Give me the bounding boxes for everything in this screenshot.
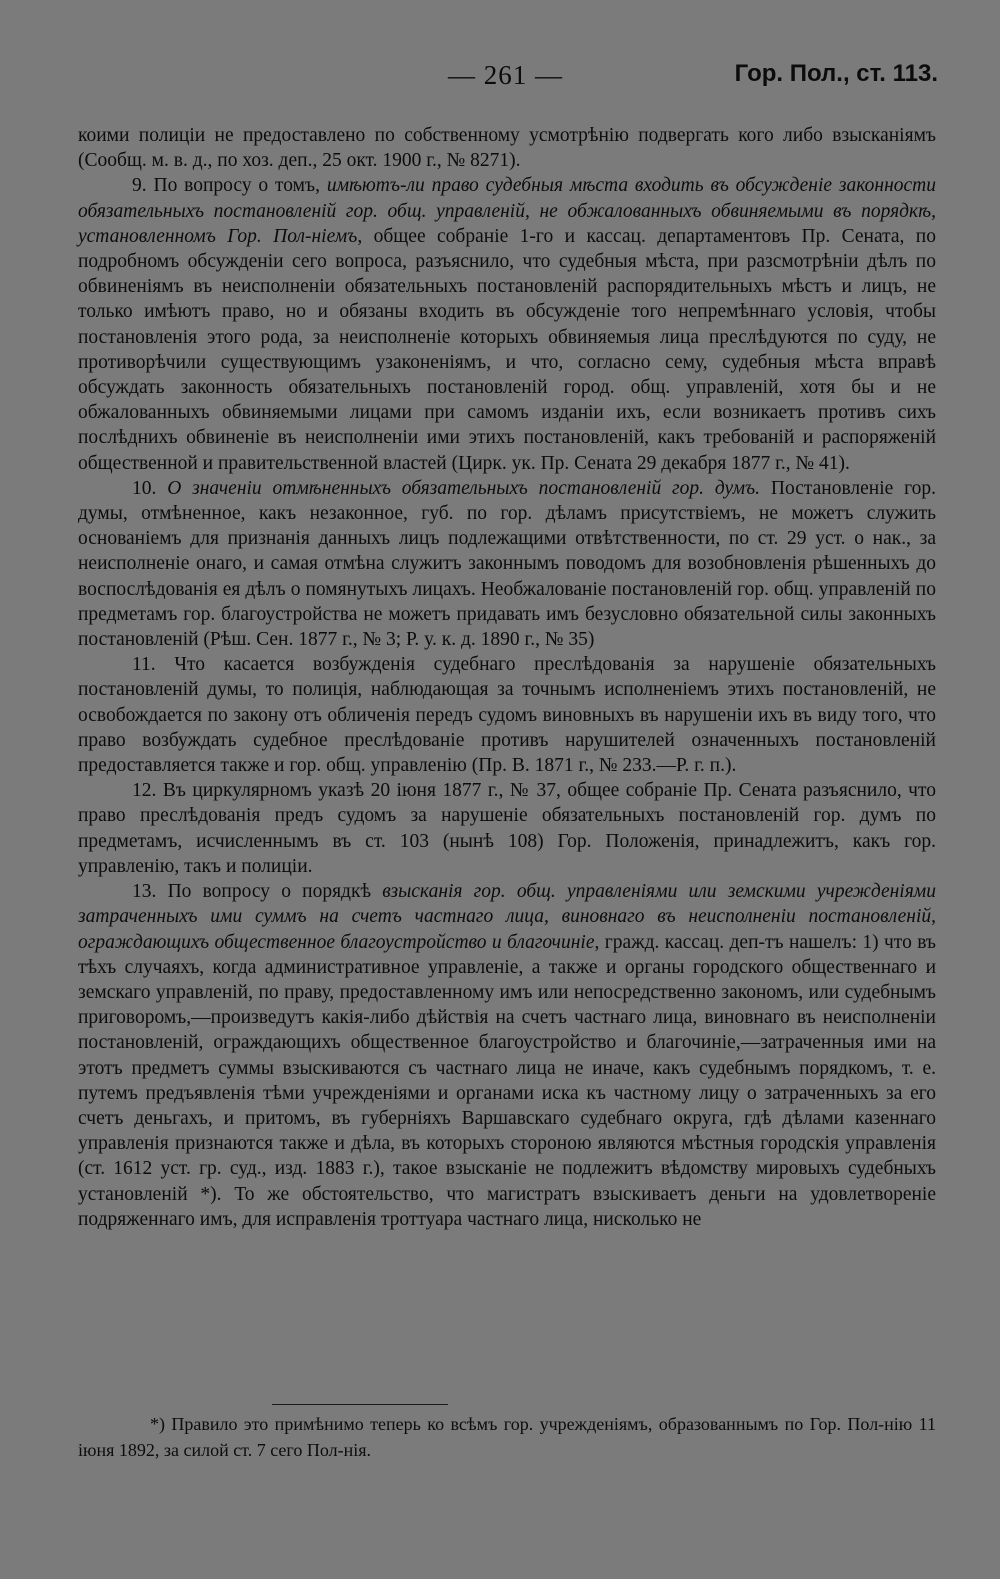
paragraph-13-italic: взысканія гор. общ. управленіями или земскими учрежденіями затраченныхъ ими суммъ на счетъ частнаго лица, виновнаго въ неисполненіи постановленій, ограждающихъ общественное благоустройство и благочиніе — [78, 881, 936, 953]
paragraph-10-text: Постановленіе гор. думы, отмѣненное, какъ незаконное, губ. по гор. дѣламъ присутствіемъ, не можетъ служить основаніемъ для признанія данныхъ лицъ подлежащими отвѣтственности, по ст. 29 уст. о нак., за неисполненіе онаго, и самая отмѣна служитъ законнымъ поводомъ для возобновленія рѣшенныхъ до воспослѣдованія ея дѣлъ о помянутыхъ лицахъ. Необжалованіе постановленій гор. общ. управленій по предметамъ гор. благоустройства не можетъ придавать имъ безусловно обязательной силы законныхъ постановленій (Рѣш. Сен. 1877 г., № 3; Р. у. к. д. 1890 г., № 35) — [78, 477, 937, 651]
running-head: Гор. Пол., ст. 113. — [734, 60, 938, 87]
paragraph-9-lead: 9. По вопросу о томъ, — [132, 175, 327, 197]
page-number: — 261 — — [448, 60, 563, 90]
paragraph-11: 11. Что касается возбужденія судебнаго преслѣдованія за нарушеніе обязательныхъ постановленій думы, то полиція, наблюдающая за точнымъ исполненіемъ этихъ постановленій, не освобождается по закону отъ обличенія передъ судомъ виновныхъ въ нарушеніи ихъ въ виду того, что право возбуждать судебное преслѣдованіе противъ нарушителей означенныхъ постановленій предоставляется также и гор. общ. управленію (Пр. В. 1871 г., № 233.—Р. г. п.). — [78, 654, 936, 777]
paragraph-13-text: , гражд. кассац. деп-тъ нашелъ: 1) что въ тѣхъ случаяхъ, когда административное управленіе, а также и органы городского общественнаго и земскаго управленій, по праву, предоставленному имъ или непосредственно закономъ, или судебнымъ приговоромъ,—произведутъ какія-либо дѣйствія на счетъ частнаго лица, виновнаго въ неисполненіи постановленій, ограждающихъ общественное благоустройство и благочиніе,—затраченныя ими на этотъ предметъ суммы взыскиваются съ частнаго лица не иначе, какъ судебнымъ порядкомъ, т. е. путемъ предъявленія тѣми учрежденіями и органами иска къ частному лицу о затраченныхъ за его счетъ деньгахъ, и притомъ, въ губерніяхъ Варшавскаго судебнаго округа, гдѣ дѣлами казеннаго управленія признаются также и дѣла, въ которыхъ стороною являются мѣстныя городскія управленія (ст. 1612 уст. гр. суд., изд. 1883 г.), такое взысканіе не подлежитъ вѣдомству мировыхъ судебныхъ установленій *). То же обстоятельство, что магистратъ взыскиваетъ деньги на удовлетвореніе подряженнаго имъ, для исправленія троттуара частнаго лица, нисколько не — [78, 931, 936, 1230]
paragraph-10-italic: О значеніи отмѣненныхъ обязательныхъ постановленій гор. думъ. — [167, 477, 761, 499]
paragraph-10-lead: 10. — [132, 477, 168, 499]
paragraph-9-text: , общее собраніе 1-го и кассац. департаментовъ Пр. Сената, по подробномъ обсужденіи сего вопроса, разъяснило, что судебныя мѣста, при разсмотрѣніи дѣлъ по обвиненіямъ въ неисполненіи обязательныхъ постановленій распорядительныхъ мѣстъ и лицъ, не только имѣютъ право, но и обязаны входить въ обсужденіе того непремѣннаго условія, чтобы постановленія этого рода, за неисполненіе которыхъ обвиняемыя лица преслѣдуются по суду, не противорѣчили существующимъ узаконеніямъ, и что, согласно сему, судебныя мѣста вправѣ обсуждать законность обязательныхъ постановленій город. общ. управленій, хотя бы и не обжалованныхъ обвиняемыми лицами при самомъ изданіи ихъ, если возникаетъ противъ сихъ послѣднихъ обвиненіе въ неисполненіи ими этихъ постановленій, какъ требованій и распоряженій общественной и правительственной властей (Цирк. ук. Пр. Сената 29 декабря 1877 г., № 41). — [78, 225, 936, 474]
paragraph-10 — [78, 476, 936, 652]
paragraph-12: 12. Въ циркулярномъ указѣ 20 іюня 1877 г., № 37, общее собраніе Пр. Сената разъяснило, что право преслѣдованія предъ судомъ за нарушеніе обязательныхъ постановленій гор. думъ по предметамъ, исчисленнымъ въ ст. 103 (нынѣ 108) Гор. Положенія, принадлежитъ, какъ гор. управленію, такъ и полиціи. — [78, 780, 936, 877]
body-text — [78, 123, 936, 1232]
footnote: *) Правило это примѣнимо теперь ко всѣмъ гор. учрежденіямъ, образованнымъ по Гор. Пол-нію 11 іюня 1892, за силой ст. 7 сего Пол-нія. — [78, 1414, 936, 1460]
paragraph-9 — [78, 173, 936, 475]
footnote-rule — [272, 1404, 448, 1405]
paragraph-9-italic: имѣютъ-ли право судебныя мѣста входить въ обсужденіе законности обязательныхъ постановленій гор. общ. управленій, не обжалованныхъ обвиняемыми въ порядкѣ, установленномъ Гор. Пол-ніемъ — [78, 175, 936, 247]
paragraph-continuation: коими полиціи не предоставлено по собственному усмотрѣнію подвергать кого либо взысканіямъ (Сообщ. м. в. д., по хоз. деп., 25 окт. 1900 г., № 8271). — [78, 125, 936, 172]
page-header — [0, 60, 1000, 100]
paragraph-13-lead: 13. По вопросу о порядкѣ — [132, 881, 383, 903]
paragraph-13 — [78, 879, 936, 1232]
